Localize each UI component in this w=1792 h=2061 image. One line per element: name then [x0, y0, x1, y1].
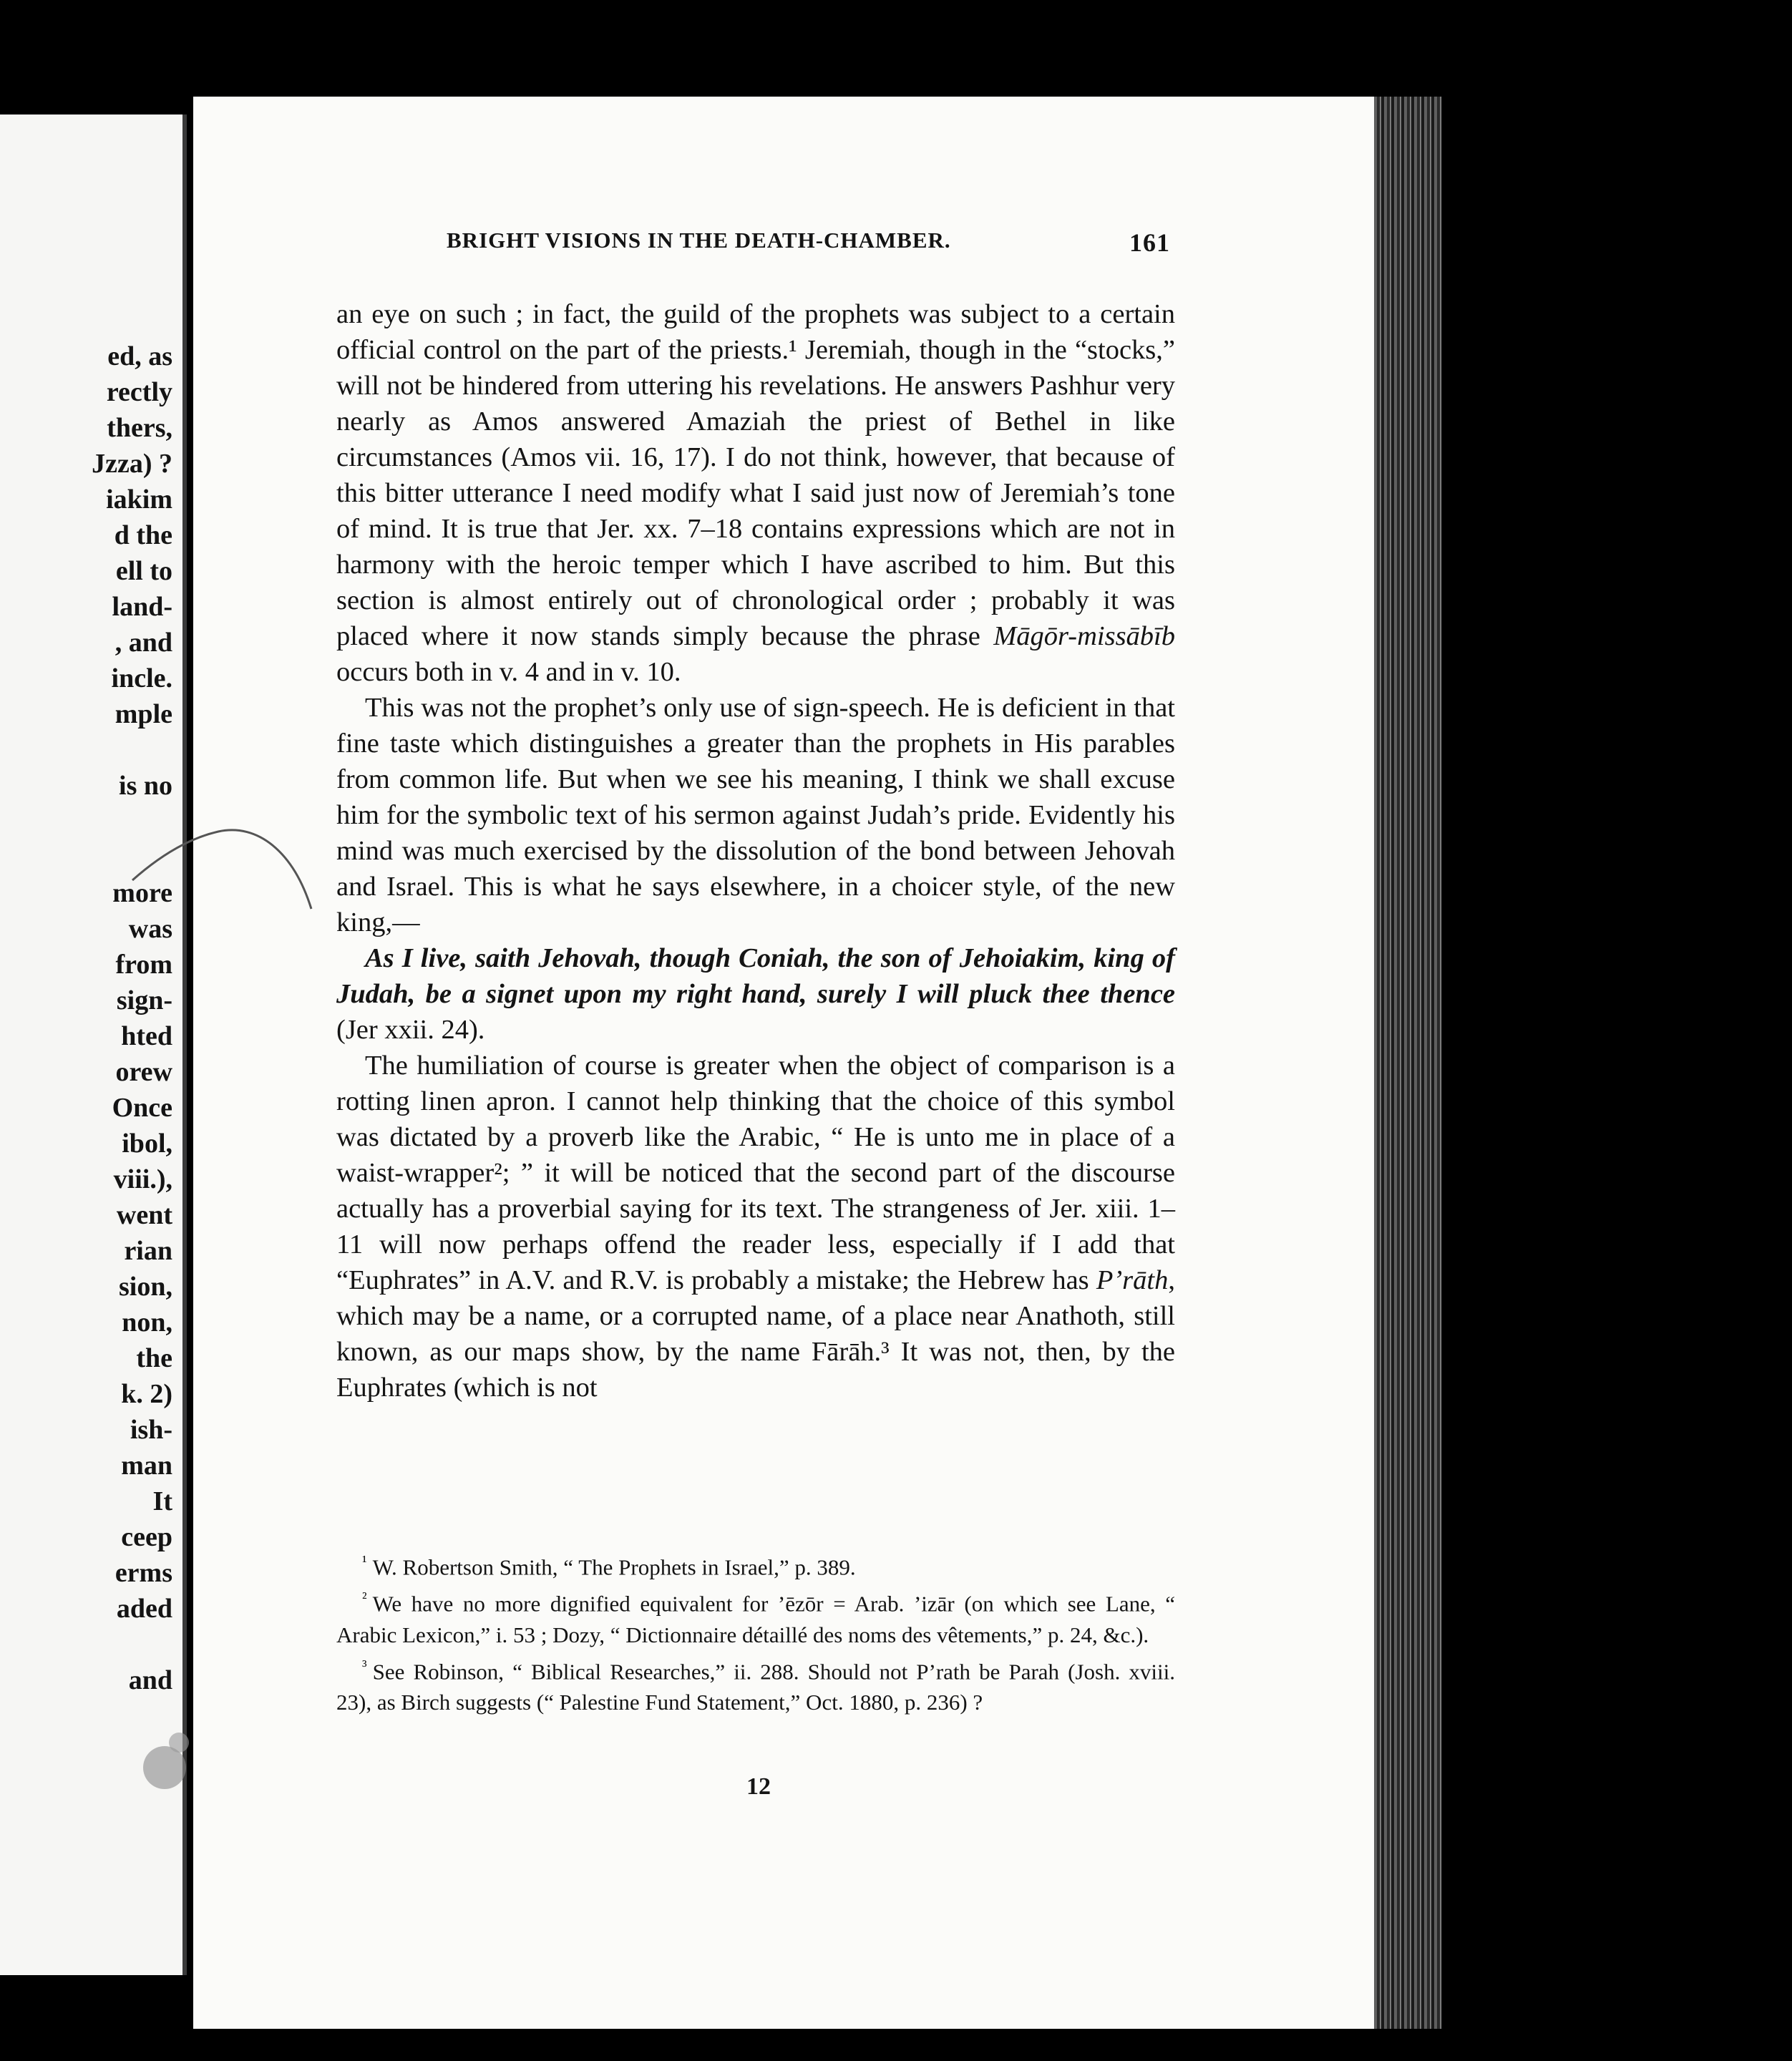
paragraph-text: an eye on such ; in fact, the guild of the prophets was subject to a certain official control on the part of the priests.¹ Jeremiah, though in the “stocks,” will not be hindered from uttering his revelations. He answers Pashhur very nearly as Amos answered Amaziah the priest of Bethel in like circumstances (Amos vii. 16, 17). I do not think, however, that because of this bitter utterance I need modify what I said just now of Jeremiah’s tone of mind. It is true that Jer. xx. 7–18 contains expressions which are not in harmony with the heroic temper which I have ascribed to him. But this section is almost entirely out of chronological order ; probably it was placed where it now stands simply because the phrase	[336, 299, 1175, 651]
signature-mark: 12	[746, 1773, 771, 1800]
page-edges	[1374, 97, 1442, 2029]
facing-page-line: from	[115, 950, 172, 980]
facing-page-line	[1, 839, 172, 875]
facing-page	[0, 114, 187, 1975]
facing-page-line: sign-	[116, 985, 172, 1015]
paragraph-text: occurs both in v. 4 and in v. 10.	[336, 657, 681, 687]
footnotes	[336, 1546, 1175, 1718]
facing-page-line: non,	[122, 1307, 172, 1338]
quote-text: As I live, saith Jehovah, though Coniah, the son of Jehoiakim, king of Judah, be a signet upon my right hand, surely I will pluck thee thence	[336, 943, 1175, 1009]
quote-reference: (Jer xxii. 24).	[336, 1015, 485, 1045]
footnote	[336, 1546, 1175, 1582]
facing-page-line: thers,	[107, 413, 172, 443]
facing-page-line: sion,	[119, 1272, 172, 1302]
facing-page-line	[1, 804, 172, 839]
page-number: 161	[1129, 228, 1170, 257]
facing-page-text	[1, 338, 172, 1698]
body-text	[336, 296, 1175, 1405]
facing-page-line: erms	[115, 1558, 172, 1588]
facing-page-line: , and	[115, 628, 172, 658]
facing-page-line: rectly	[106, 377, 172, 407]
block-quote	[336, 940, 1175, 1048]
facing-page-line	[1, 732, 172, 768]
facing-page-line: is no	[119, 771, 172, 801]
facing-page-line: ed, as	[107, 341, 172, 371]
facing-page-line: ish-	[130, 1415, 172, 1445]
footnote-text: W. Robertson Smith, “ The Prophets in Israel,” p. 389.	[372, 1554, 856, 1580]
facing-page-line	[1, 1627, 172, 1662]
facing-page-line: more	[112, 878, 172, 908]
facing-page-line: went	[116, 1200, 172, 1230]
facing-page-line: man	[121, 1451, 172, 1481]
footnote-marker: ³	[362, 1656, 367, 1675]
footnote-text: See Robinson, “ Biblical Researches,” ii. 288. Should not P’rath be Parah (Josh. xviii. 23), as Birch suggests (“ Palestine Fund Statement,” Oct. 1880, p. 236) ?	[336, 1658, 1175, 1715]
facing-page-line: ibol,	[122, 1129, 172, 1159]
hebrew-phrase: Māgōr-missābīb	[993, 621, 1175, 651]
facing-page-line: orew	[115, 1057, 172, 1087]
facing-page-line: ceep	[121, 1522, 172, 1552]
facing-page-line: Jzza) ?	[92, 449, 172, 479]
paragraph: This was not the prophet’s only use of sign-speech. He is deficient in that fine taste which distinguishes a greater than the prophets in His parables from common life. But when we see his meaning, I think we shall excuse him for the symbolic text of his sermon against Judah’s pride. Evidently his mind was much exercised by the dissolution of the bond between Jehovah and Israel. This is what he says elsewhere, in a choicer style, of the new king,—	[336, 693, 1175, 937]
footnote	[336, 1582, 1175, 1650]
facing-page-line: It	[152, 1486, 172, 1516]
facing-page-line: viii.),	[113, 1164, 172, 1194]
hebrew-word: P’rāth	[1096, 1265, 1169, 1295]
facing-page-line: Once	[112, 1093, 172, 1123]
paragraph	[336, 296, 1175, 690]
facing-page-line: and	[128, 1665, 172, 1695]
paragraph	[336, 1048, 1175, 1405]
facing-page-line: iakim	[106, 484, 172, 515]
facing-page-line: rian	[124, 1236, 172, 1266]
facing-page-line: hted	[121, 1021, 172, 1051]
running-title: BRIGHT VISIONS IN THE DEATH-CHAMBER.	[447, 228, 951, 253]
facing-page-line: mple	[115, 699, 172, 729]
paragraph-text: The humiliation of course is greater when the object of comparison is a rotting linen apron. I cannot help thinking that the choice of this symbol was dictated by a proverb like the Arabic, “ He is unto me in place of a waist-wrapper²; ” it will be noticed that the second part of the discourse actually has a proverbial saying for its text. The strangeness of Jer. xiii. 1–11 will now perhaps offend the reader less, especially if I add that “Euphrates” in A.V. and R.V. is probably a mistake; the Hebrew has	[336, 1051, 1175, 1295]
facing-page-line: the	[136, 1343, 172, 1373]
facing-page-line: ell to	[115, 556, 172, 586]
facing-page-line: aded	[116, 1594, 172, 1624]
paragraph-text: , which may be a name, or a corrupted name, of a place near Anathoth, still known, as our maps show, by the name Fārāh.³ It was not, then, by the Euphrates (which is not	[336, 1265, 1175, 1403]
footnote-marker: ²	[362, 1589, 367, 1607]
facing-page-line: incle.	[111, 663, 172, 693]
facing-page-line: k. 2)	[121, 1379, 172, 1409]
facing-page-line: was	[128, 914, 172, 944]
footnote-text: We have no more dignified equivalent for ’ēzōr = Arab. ’izār (on which see Lane, “ Arabic Lexicon,” i. 53 ; Dozy, “ Dictionnaire détaillé des noms des vêtements,” p. 24, &c.).	[336, 1591, 1175, 1647]
footnote	[336, 1650, 1175, 1718]
facing-page-line: land-	[112, 592, 172, 622]
footnote-marker: ¹	[362, 1552, 367, 1570]
facing-page-line: d the	[114, 520, 172, 550]
